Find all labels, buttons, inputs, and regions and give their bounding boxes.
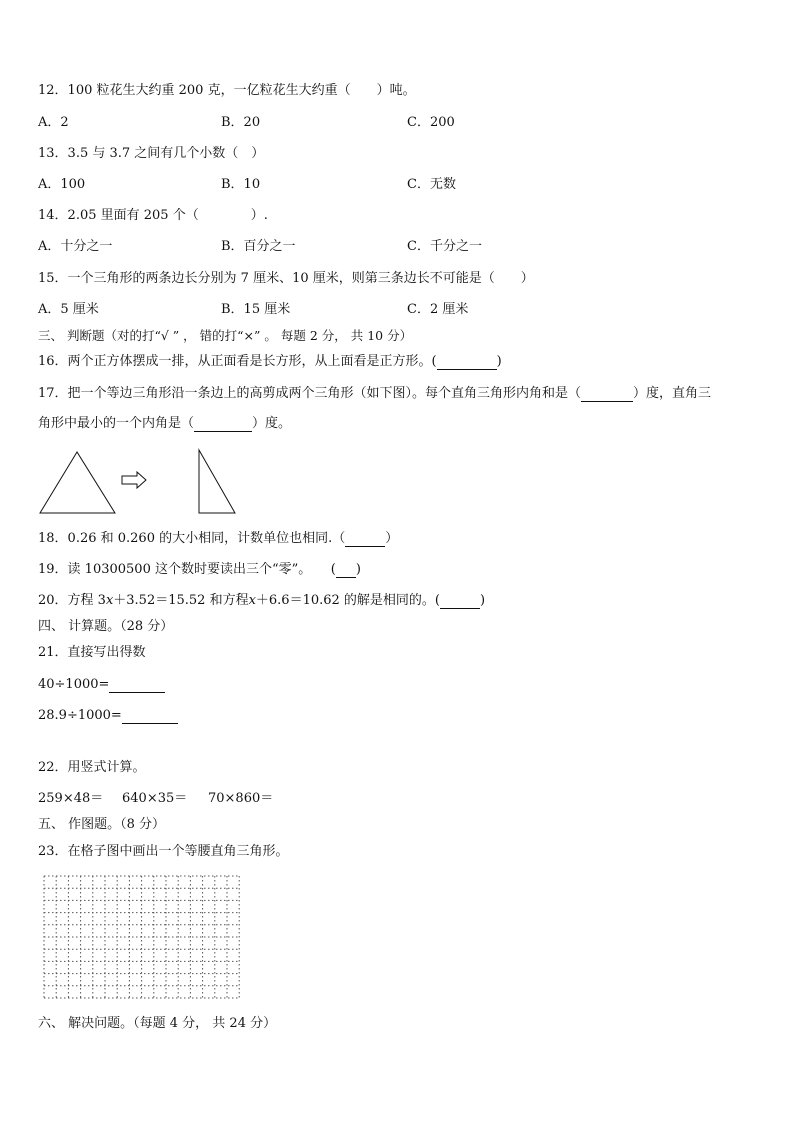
question-22-expr-3: 70×860＝	[208, 791, 274, 806]
question-15-option-a: A．5 厘米	[38, 302, 99, 317]
question-15-stem: 15．一个三角形的两条边长分别为 7 厘米、10 厘米，则第三条边长不可能是（ ）	[38, 271, 534, 286]
expr-text: 28.9÷1000=	[38, 708, 122, 723]
question-17-text-1: 17．把一个等边三角形沿一条边上的高剪成两个三角形（如下图）。每个直角三角形内角和是（	[38, 386, 582, 401]
question-15-option-b: B．15 厘米	[221, 302, 291, 317]
question-13-option-a: A．100	[38, 177, 86, 192]
question-14-stem: 14．2.05 里面有 205 个（ ）.	[38, 208, 268, 223]
section-5-heading: 五、 作图题。（8 分）	[38, 817, 166, 832]
question-23-stem: 23．在格子图中画出一个等腰直角三角形。	[38, 844, 289, 859]
section-4-heading: 四、 计算题。（28 分）	[38, 619, 174, 634]
question-19-stem: 19．读 10300500 这个数时要读出三个“零”。 (	[38, 562, 336, 577]
question-12-stem: 12．100 粒花生大约重 200 克，一亿粒花生大约重（ ）吨。	[38, 83, 416, 98]
question-12-option-b: B．20	[221, 115, 261, 130]
question-14-option-c: C．千分之一	[407, 239, 482, 254]
question-18-stem: 18．0.26 和 0.260 的大小相同，计数单位也相同.（	[38, 531, 346, 546]
section-6-heading: 六、 解决问题。（每题 4 分， 共 24 分）	[38, 1016, 277, 1031]
question-17-text-2: ）度，直角三	[633, 386, 712, 401]
question-12-option-c: C．200	[407, 115, 455, 130]
expr-text: 40÷1000=	[38, 677, 110, 692]
question-22-stem: 22．用竖式计算。	[38, 760, 146, 775]
question-16-close: )	[496, 354, 502, 369]
question-14-option-b: B．百分之一	[221, 239, 296, 254]
question-20-close: )	[480, 593, 486, 608]
question-17-text-3: 角形中最小的一个内角是（	[38, 416, 195, 431]
section-3-heading: 三、 判断题（对的打“√ ” ， 错的打“×” 。 每题 2 分， 共 10 分）	[38, 328, 413, 343]
question-20-stem: 20．方程 3𝑥＋3.52＝15.52 和方程𝑥＋6.6＝10.62 的解是相同的。(	[38, 593, 440, 608]
question-21-stem: 21．直接写出得数	[38, 645, 146, 660]
question-12-option-a: A．2	[38, 115, 69, 130]
question-18-close: ）	[385, 531, 399, 546]
question-13-option-b: B．10	[221, 177, 261, 192]
question-17-text-4: ）度。	[252, 416, 292, 431]
question-15-option-c: C．2 厘米	[407, 302, 469, 317]
question-14-option-a: A．十分之一	[38, 239, 113, 254]
question-22-expr-2: 640×35＝	[122, 791, 188, 806]
question-13-stem: 13．3.5 与 3.7 之间有几个小数（ ）	[38, 146, 265, 161]
question-22-expr-1: 259×48＝	[38, 791, 104, 806]
question-13-option-c: C．无数	[407, 177, 456, 192]
question-19-close: )	[355, 562, 361, 577]
question-16-stem: 16．两个正方体摆成一排，从正面看是长方形，从上面看是正方形。(	[38, 354, 437, 369]
